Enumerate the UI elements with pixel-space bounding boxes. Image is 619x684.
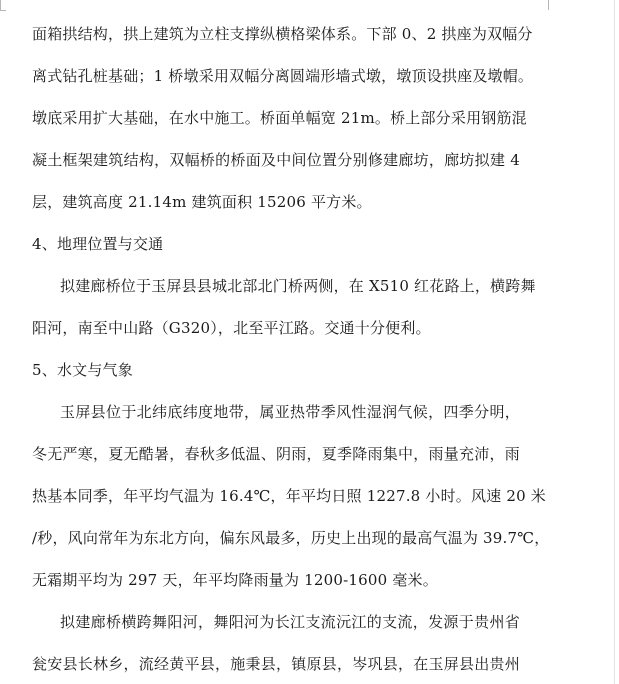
paragraph-line: 阳河，南至中山路（G320），北至平江路。交通十分便利。 (32, 319, 431, 337)
paragraph-line: 面箱拱结构，拱上建筑为立柱支撑纵横格梁体系。下部 0、2 拱座为双幅分 (32, 25, 533, 43)
paragraph-line: 墩底采用扩大基础，在水中施工。桥面单幅宽 21m。桥上部分采用钢筋混 (32, 109, 527, 127)
section-heading-location: 4、地理位置与交通 (32, 235, 164, 253)
paragraph-line: 拟建廊桥位于玉屏县县城北部北门桥两侧，在 X510 红花路上，横跨舞 (60, 277, 536, 295)
margin-corner-mark-left-h (0, 10, 6, 11)
page-right-edge (614, 0, 615, 684)
paragraph-line: 热基本同季，年平均气温为 16.4℃，年平均日照 1227.8 小时。风速 20 米 (32, 487, 546, 505)
paragraph-line: /秒，风向常年为东北方向，偏东风最多，历史上出现的最高气温为 39.7℃， (32, 529, 550, 547)
paragraph-line: 无霜期平均为 297 天，年平均降雨量为 1200-1600 毫米。 (32, 571, 438, 589)
paragraph-line: 凝土框架建筑结构，双幅桥的桥面及中间位置分别修建廊坊，廊坊拟建 4 (32, 151, 520, 169)
section-heading-hydrology: 5、水文与气象 (32, 361, 133, 379)
margin-corner-mark-left (0, 0, 1, 10)
paragraph-line: 离式钻孔桩基础；1 桥墩采用双幅分离圆端形墙式墩，墩顶设拱座及墩帽。 (32, 67, 534, 85)
paragraph-line: 玉屏县位于北纬底纬度地带，属亚热带季风性湿润气候，四季分明， (60, 403, 520, 421)
margin-corner-mark-right (548, 0, 549, 10)
paragraph-line: 层，建筑高度 21.14m 建筑面积 15206 平方米。 (32, 193, 372, 211)
paragraph-line: 冬无严寒，夏无酷暑，春秋多低温、阴雨，夏季降雨集中，雨量充沛，雨 (32, 445, 520, 463)
paragraph-line: 拟建廊桥横跨舞阳河，舞阳河为长江支流沅江的支流，发源于贵州省 (60, 613, 520, 631)
paragraph-line: 瓮安县长林乡，流经黄平县，施秉县，镇原县，岑巩县，在玉屏县出贵州 (32, 655, 520, 673)
